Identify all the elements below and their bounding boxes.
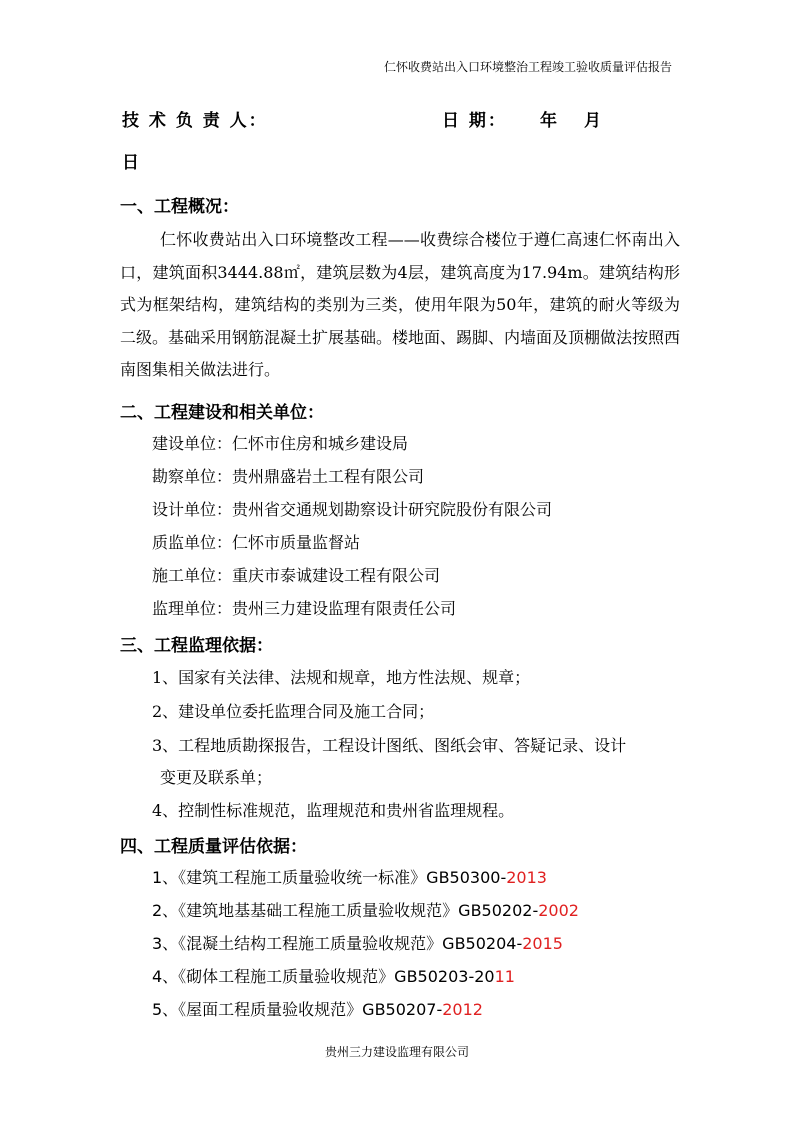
unit-quality-supervision: 质监单位：仁怀市质量监督站 — [152, 533, 361, 552]
section-1-title: 一、工程概况： — [120, 197, 239, 217]
year-label: 年 — [540, 111, 559, 131]
standard-4-name: 4、《砌体工程施工质量验收规范》GB50203-20 — [152, 967, 495, 986]
standard-item-3 — [152, 931, 563, 954]
basis-item-4: 4、控制性标准规范，监理规范和贵州省监理规程。 — [152, 801, 515, 820]
standard-item-2 — [152, 898, 579, 921]
standard-1-year: 2013 — [506, 868, 547, 887]
page-footer-company: 贵州三力建设监理有限公司 — [324, 1045, 469, 1059]
header-divider — [118, 78, 676, 79]
standard-item-4 — [152, 964, 515, 987]
standard-5-year: 2012 — [442, 1000, 483, 1019]
standard-4-year: 11 — [494, 967, 515, 986]
unit-design: 设计单位：贵州省交通规划勘察设计研究院股份有限公司 — [152, 500, 553, 519]
unit-construction: 建设单位：仁怀市住房和城乡建设局 — [152, 434, 409, 453]
day-label: 日 — [122, 153, 139, 173]
date-label: 日 期： — [442, 111, 507, 131]
standard-5-name: 5、《屋面工程质量验收规范》GB50207- — [152, 1000, 443, 1019]
standard-item-5 — [152, 997, 483, 1020]
basis-item-3: 3、工程地质勘探报告，工程设计图纸、图纸会审、答疑记录、设计 — [152, 736, 627, 755]
basis-item-3-cont: 变更及联系单； — [160, 768, 273, 787]
page-header-title: 仁怀收费站出入口环境整治工程竣工验收质量评估报告 — [383, 60, 672, 74]
standard-3-year: 2015 — [522, 934, 563, 953]
standard-3-name: 3、《混凝土结构工程施工质量验收规范》GB50204- — [152, 934, 523, 953]
standard-2-year: 2002 — [538, 901, 579, 920]
standard-2-name: 2、《建筑地基基础工程施工质量验收规范》GB50202- — [152, 901, 539, 920]
unit-supervisor: 监理单位：贵州三力建设监理有限责任公司 — [152, 599, 457, 618]
section-3-title: 三、工程监理依据： — [120, 636, 273, 656]
standard-1-name: 1、《建筑工程施工质量验收统一标准》GB50300- — [152, 868, 507, 887]
basis-item-1: 1、国家有关法律、法规和规章，地方性法规、规章； — [152, 668, 531, 687]
section-4-title: 四、工程质量评估依据： — [120, 837, 307, 857]
month-label: 月 — [584, 111, 603, 131]
unit-survey: 勘察单位：贵州鼎盛岩土工程有限公司 — [152, 467, 425, 486]
section-2-title: 二、工程建设和相关单位： — [120, 403, 324, 423]
standard-item-1 — [152, 865, 547, 888]
section-1-paragraph: 仁怀收费站出入口环境整改工程——收费综合楼位于遵仁高速仁怀南出入口，建筑面积3444.88㎡，建筑层数为4层，建筑高度为17.94m。建筑结构形式为框架结构，建筑结构的类别为三类，使用年限为50年，建筑的耐火等级为二级。基础采用钢筋混凝土扩展基础。楼地面、踢脚、内墙面及顶棚做法按照西南图集相关做法进行。 — [120, 230, 681, 379]
unit-contractor: 施工单位：重庆市泰诚建设工程有限公司 — [152, 566, 441, 585]
basis-item-2: 2、建设单位委托监理合同及施工合同； — [152, 702, 435, 721]
tech-lead-label: 技 术 负 责 人： — [122, 111, 268, 131]
